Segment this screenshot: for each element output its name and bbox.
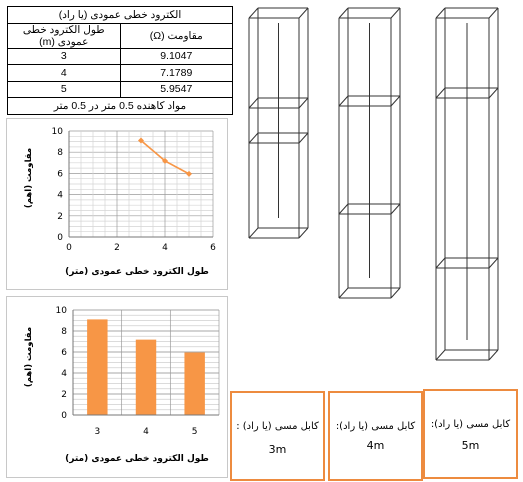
- cable-length: 4m: [366, 439, 385, 452]
- x-tick-label: 0: [66, 243, 72, 253]
- section-plane: [249, 133, 258, 143]
- bar: [184, 352, 204, 415]
- electrode-box-3m: [249, 8, 308, 238]
- section-plane: [299, 98, 308, 108]
- frame-edge: [391, 288, 400, 298]
- section-plane: [339, 204, 348, 214]
- electrode-drawings: [240, 0, 523, 365]
- cell-length: 5: [8, 81, 121, 98]
- y-tick-label: 8: [57, 148, 63, 159]
- table-header-row: [8, 23, 233, 48]
- table-footer-row: [8, 98, 233, 115]
- frame-edge: [436, 8, 445, 18]
- scatter-chart-panel: [6, 118, 228, 290]
- col-header-length: طول الکترود خطی عمودی (m): [8, 23, 121, 48]
- y-tick-label: 4: [57, 190, 63, 201]
- cell-resistance: 5.9547: [120, 81, 233, 98]
- bar: [136, 340, 156, 415]
- cable-caption-4m: [328, 391, 423, 481]
- y-tick-label: 8: [61, 327, 67, 337]
- frame-edge: [249, 8, 258, 18]
- scatter-chart: [7, 119, 227, 289]
- section-plane: [489, 88, 498, 98]
- section-plane: [436, 88, 445, 98]
- frame-edge: [391, 8, 400, 18]
- y-tick-label: 2: [61, 390, 67, 400]
- frame-edge: [339, 8, 348, 18]
- bar-chart-panel: [6, 296, 228, 478]
- x-tick-label: 4: [143, 427, 149, 437]
- electrode-box-4m: [339, 8, 400, 298]
- x-tick-label: 3: [94, 427, 101, 437]
- section-plane: [339, 96, 348, 106]
- col-header-resistance: مقاومت (Ω): [120, 23, 233, 48]
- y-tick-label: 10: [51, 127, 63, 137]
- results-table: [7, 6, 233, 115]
- section-plane: [249, 98, 258, 108]
- x-axis-label: طول الکترود خطی عمودی (متر): [65, 267, 209, 277]
- x-tick-label: 5: [191, 427, 198, 437]
- frame-edge: [436, 350, 445, 360]
- section-plane: [391, 96, 400, 106]
- frame-edge: [299, 8, 308, 18]
- y-tick-label: 2: [57, 211, 63, 222]
- frame-edge: [339, 288, 348, 298]
- bar-chart: [7, 297, 227, 477]
- table-footer: مواد کاهنده 0.5 متر در 0.5 متر: [8, 98, 233, 115]
- x-tick-label: 4: [162, 243, 168, 253]
- section-plane: [489, 258, 498, 268]
- x-tick-label: 2: [114, 243, 120, 253]
- cable-length: 5m: [461, 439, 480, 452]
- x-axis-label: طول الکترود خطی عمودی (متر): [65, 454, 209, 464]
- cable-length: 3m: [268, 443, 287, 456]
- y-tick-label: 0: [61, 411, 67, 421]
- frame-edge: [489, 350, 498, 360]
- table-row: [8, 65, 233, 82]
- cable-caption-5m: [423, 389, 518, 479]
- table-row: [8, 81, 233, 98]
- table-title-row: [8, 7, 233, 24]
- cell-length: 4: [8, 65, 121, 82]
- frame-edge: [299, 228, 308, 238]
- data-point: [186, 171, 192, 177]
- frame-edge: [249, 228, 258, 238]
- section-plane: [436, 258, 445, 268]
- y-tick-label: 0: [57, 233, 63, 243]
- y-tick-label: 6: [57, 169, 63, 180]
- cable-label: کابل مسی (یا راد):: [430, 419, 511, 430]
- y-axis-label: مقاومت (اهم): [24, 147, 34, 209]
- cable-label: کابل مسی (یا راد) :: [236, 421, 319, 432]
- frame-edge: [489, 8, 498, 18]
- x-tick-label: 6: [210, 243, 216, 253]
- cable-label: کابل مسی (یا راد):: [335, 421, 416, 432]
- cable-caption-3m: [230, 391, 325, 481]
- electrode-box-5m: [436, 8, 498, 360]
- section-plane: [391, 204, 400, 214]
- section-plane: [299, 133, 308, 143]
- bar: [87, 319, 107, 415]
- cell-resistance: 9.1047: [120, 48, 233, 65]
- cell-length: 3: [8, 48, 121, 65]
- y-tick-label: 4: [61, 369, 67, 379]
- y-tick-label: 10: [55, 306, 67, 316]
- y-tick-label: 6: [61, 348, 67, 358]
- table-title: الکترود خطی عمودی (یا راد): [8, 7, 233, 24]
- cell-resistance: 7.1789: [120, 65, 233, 82]
- table-row: [8, 48, 233, 65]
- y-axis-label: مقاومت (اهم): [24, 326, 34, 388]
